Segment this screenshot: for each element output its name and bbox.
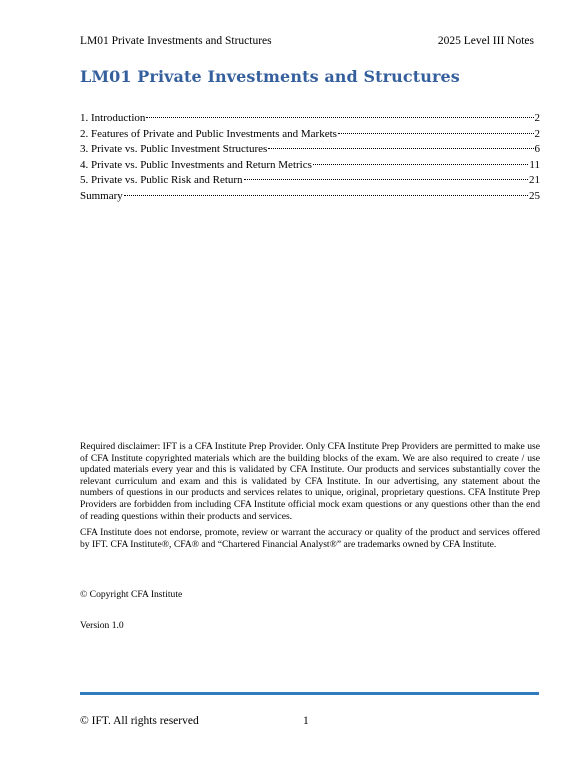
- toc-entry-label: 2. Features of Private and Public Investments and Markets: [80, 127, 337, 140]
- toc-dot-leader: [313, 163, 529, 165]
- toc-dot-leader: [244, 178, 528, 180]
- document-title: LM01 Private Investments and Structures: [80, 67, 460, 86]
- toc-entry-label: 4. Private vs. Public Investments and Return Metrics: [80, 158, 312, 171]
- toc-entry-page: 2: [534, 127, 540, 140]
- toc-entry-introduction[interactable]: [80, 111, 540, 127]
- toc-dot-leader: [338, 132, 534, 134]
- toc-entry-page: 11: [529, 158, 540, 171]
- footer-page-number: 1: [303, 715, 309, 727]
- header-document-title: LM01 Private Investments and Structures: [80, 35, 272, 47]
- toc-entry-label: 3. Private vs. Public Investment Structures: [80, 143, 268, 156]
- toc-entry-return-metrics[interactable]: [80, 158, 540, 174]
- toc-entry-page: 21: [529, 174, 540, 187]
- version-label: Version 1.0: [80, 620, 124, 631]
- toc-entry-summary[interactable]: [80, 189, 540, 205]
- toc-entry-page: 25: [529, 189, 540, 202]
- footer-rights-notice: © IFT. All rights reserved: [80, 715, 199, 727]
- toc-entry-page: 6: [534, 143, 540, 156]
- toc-entry-features[interactable]: [80, 127, 540, 143]
- copyright-notice: © Copyright CFA Institute: [80, 589, 183, 600]
- footer-divider: [80, 692, 539, 695]
- disclaimer-paragraph: Required disclaimer: IFT is a CFA Institute Prep Provider. Only CFA Institute Prep Providers are permitted to make use of CFA Institute copyrighted materials which are the building blocks of the exam. We are also required to create / use updated materials every year and this is validated by CFA Institute. Our products and services substantially cover the relevant curriculum and exam and this is validated by CFA Institute. In our advertising, any statement about the numbers of questions in our products and services relates to unique, original, proprietary questions. CFA Institute Prep Providers are forbidden from including CFA Institute official mock exam questions or any questions other than the end of reading questions within their products and services.: [80, 441, 540, 522]
- toc-dot-leader: [146, 116, 533, 118]
- toc-dot-leader: [268, 147, 533, 149]
- toc-entry-label: 1. Introduction: [80, 112, 146, 124]
- toc-dot-leader: [124, 194, 528, 196]
- toc-entry-label: 5. Private vs. Public Risk and Return: [80, 174, 243, 187]
- toc-entry-label: Summary: [80, 189, 123, 202]
- table-of-contents: [80, 111, 540, 205]
- toc-entry-risk-return[interactable]: [80, 173, 540, 189]
- toc-entry-structures[interactable]: [80, 142, 540, 158]
- page-header: [80, 33, 534, 49]
- toc-entry-page: 2: [534, 112, 540, 124]
- header-edition: 2025 Level III Notes: [437, 35, 534, 47]
- trademark-paragraph: CFA Institute does not endorse, promote, review or warrant the accuracy or quality of the product and services offered by IFT. CFA Institute®, CFA® and “Chartered Financial Analyst®” are trademarks owned by CFA Institute.: [80, 527, 540, 550]
- disclaimer-block: [80, 441, 540, 555]
